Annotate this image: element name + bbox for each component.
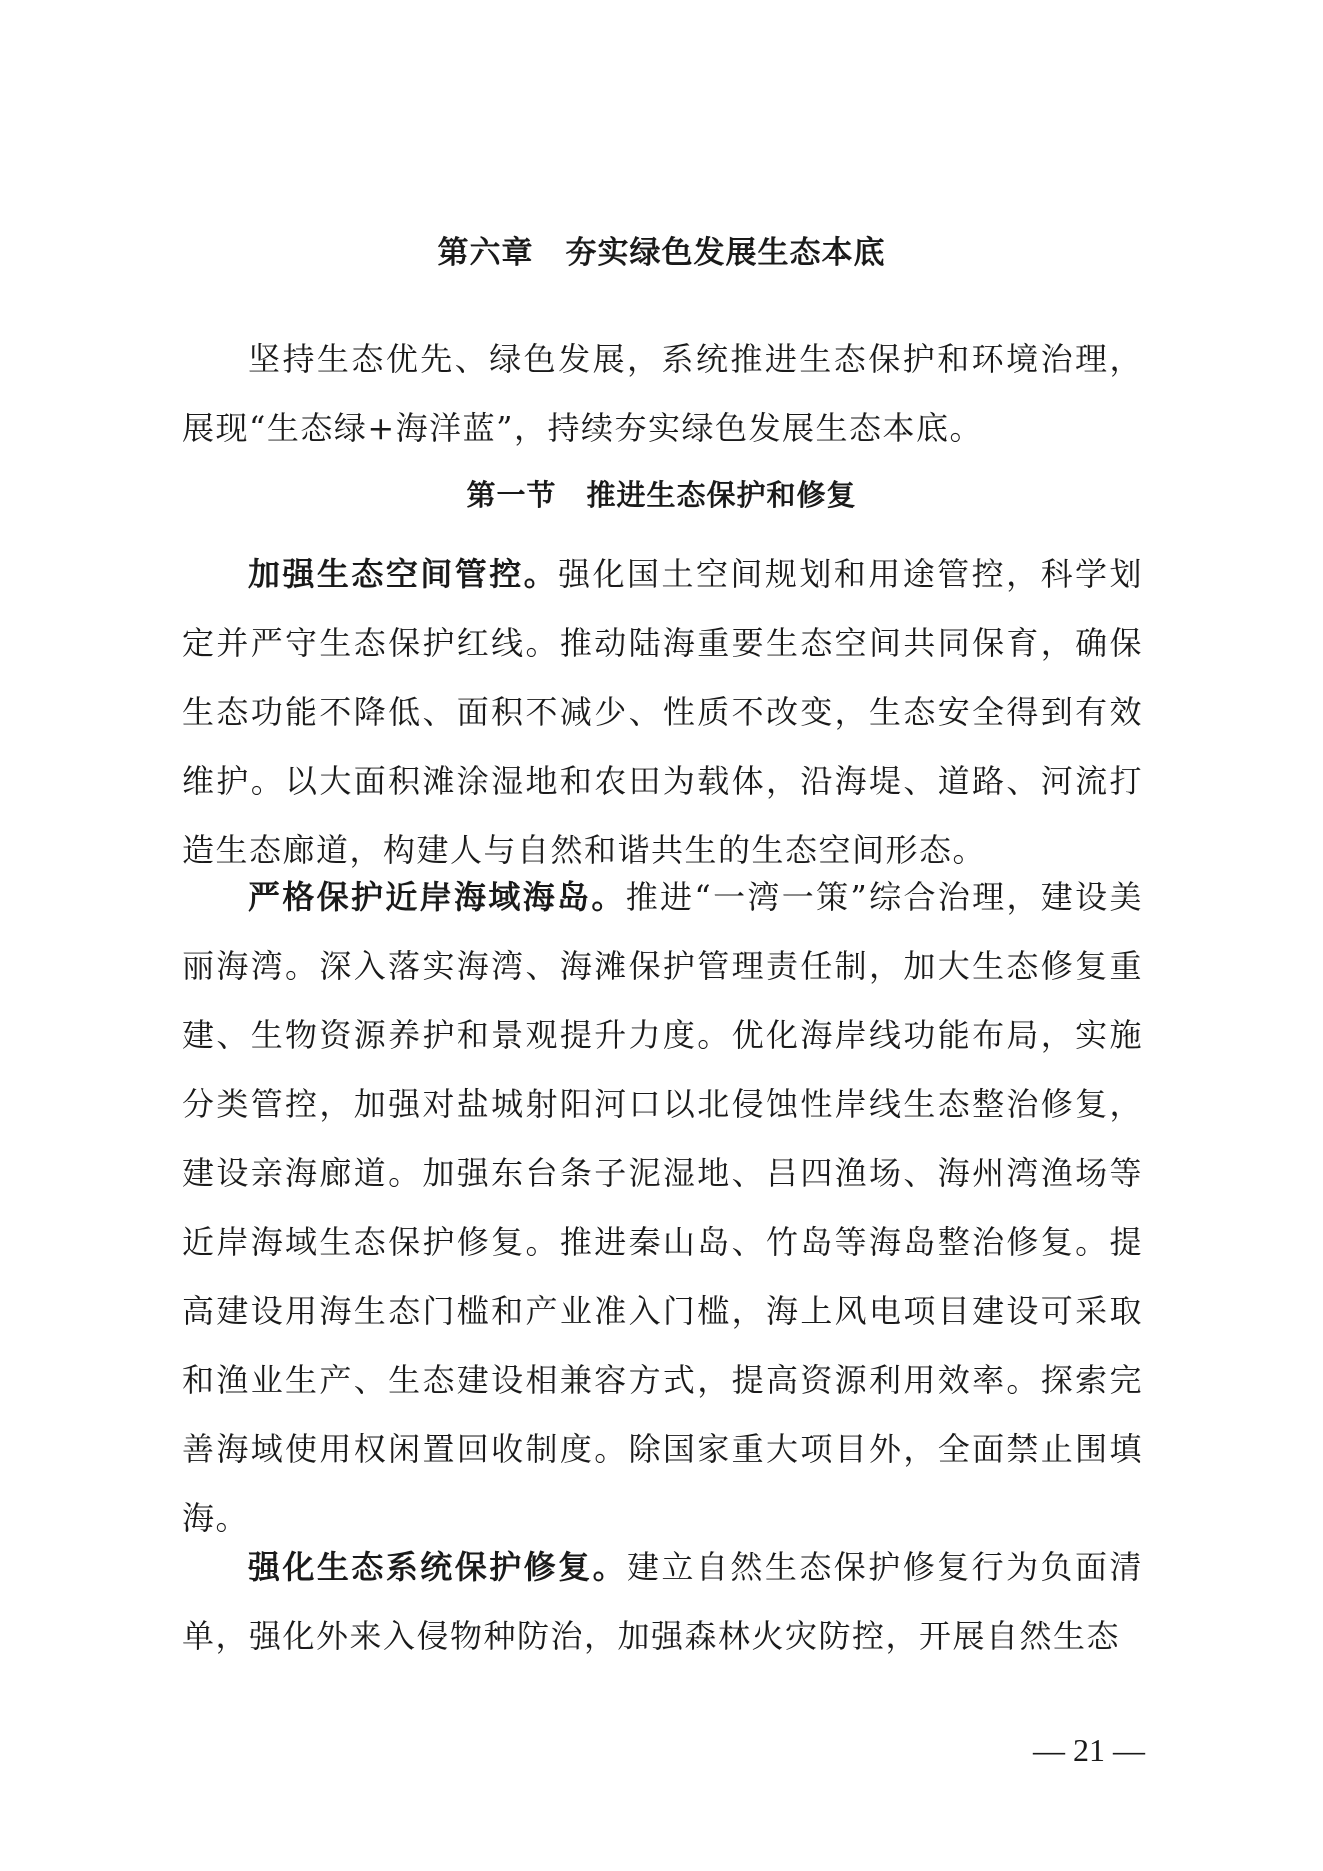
section-title: 第一节 推进生态保护和修复 xyxy=(466,478,857,512)
paragraph-body: 强化国土空间规划和用途管控，科学划定并严守生态保护红线。推动陆海重要生态空间共同保育，确保生态功能不降低、面积不减少、性质不改变，生态安全得到有效维护。以大面积滩涂湿地和农田为载体，沿海堤、道路、河流打造生态廊道，构建人与自然和谐共生的生态空间形态。 xyxy=(182,555,1143,869)
paragraph-lead: 加强生态空间管控。 xyxy=(248,555,559,593)
intro-paragraph: 坚持生态优先、绿色发展，系统推进生态保护和环境治理，展现“生态绿+海洋蓝”，持续夯实绿色发展生态本底。 xyxy=(182,340,1143,447)
paragraph-coastal-protection xyxy=(182,863,1143,1553)
chapter-title: 第六章 夯实绿色发展生态本底 xyxy=(437,235,886,271)
paragraph-body: 建立自然生态保护修复行为负面清单，强化外来入侵物种防治，加强森林火灾防控，开展自然生态 xyxy=(182,1548,1143,1655)
paragraph-lead: 强化生态系统保护修复。 xyxy=(248,1548,628,1586)
paragraph-lead: 严格保护近岸海域海岛。 xyxy=(248,878,626,916)
paragraph-body: 推进“一湾一策”综合治理，建设美丽海湾。深入落实海湾、海滩保护管理责任制，加大生态修复重建、生物资源养护和景观提升力度。优化海岸线功能布局，实施分类管控，加强对盐城射阳河口以北侵蚀性岸线生态整治修复，建设亲海廊道。加强东台条子泥湿地、吕四渔场、海州湾渔场等近岸海域生态保护修复。推进秦山岛、竹岛等海岛整治修复。提高建设用海生态门槛和产业准入门槛，海上风电项目建设可采取和渔业生产、生态建设相兼容方式，提高资源利用效率。探索完善海域使用权闲置回收制度。除国家重大项目外，全面禁止围填海。 xyxy=(182,878,1143,1537)
paragraph-ecological-space-control xyxy=(182,540,1143,885)
paragraph-ecosystem-restoration xyxy=(182,1533,1143,1671)
page-number: — 21 — xyxy=(1033,1732,1145,1768)
